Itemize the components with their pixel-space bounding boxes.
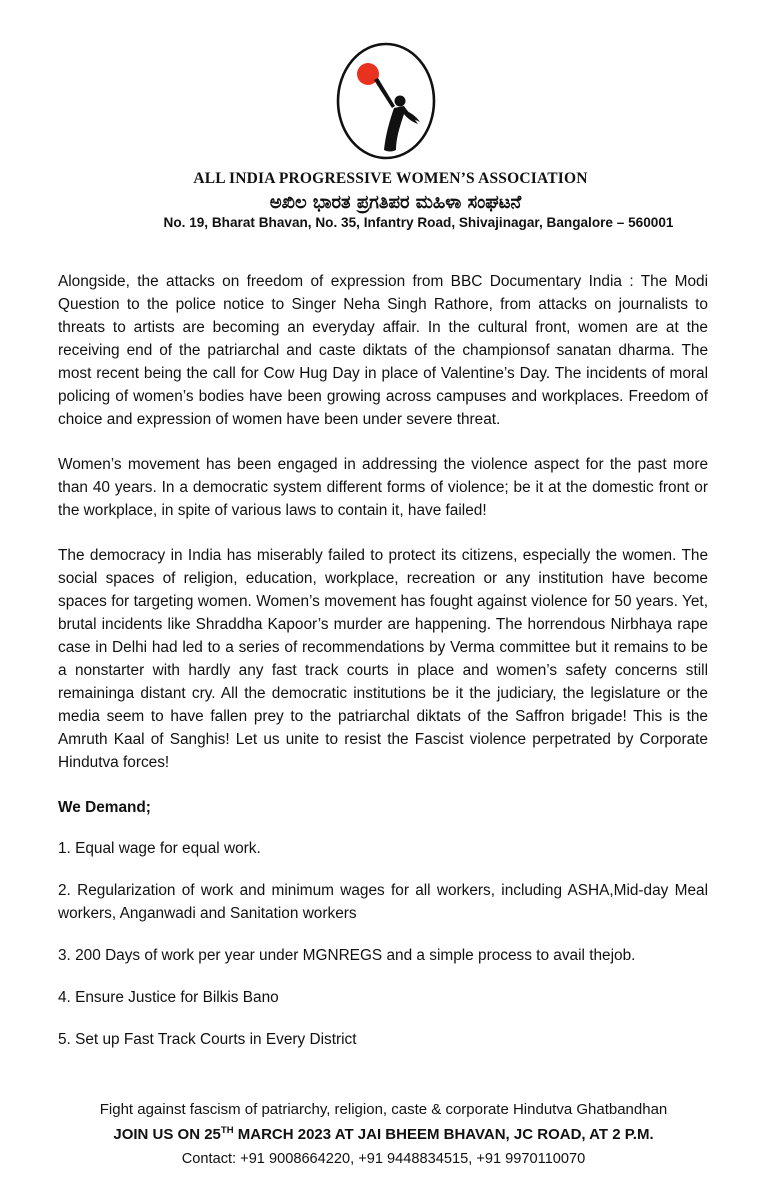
event-details: MARCH 2023 AT JAI BHEEM BHAVAN, JC ROAD, AT 2 P.M. [233,1126,654,1143]
event-announcement [0,1122,767,1147]
footer [0,1097,767,1172]
demand-item: 2. Regularization of work and minimum wages for all workers, including ASHA,Mid-day Meal workers, Anganwadi and Sanitation workers [58,882,708,922]
statement-body [58,270,708,1070]
paragraph-3: The democracy in India has miserably failed to protect its citizens, especially the women. The social spaces of religion, education, workplace, recreation or any institution have become spaces for targeting women. Women’s movement has fought against violence for 50 years. Yet, brutal incidents like Shraddha Kapoor’s murder are happening. The horrendous Nirbhaya rape case in Delhi had led to a series of recommendations by Verma committee but it remains to be a nonstarter with hardly any fast track courts in place and women’s safety concerns still remaininga distant cry. All the democratic institutions be it the judiciary, the legislature or the media seem to have fallen prey to the patriarchal diktats of the Saffron brigade! This is the Amruth Kaal of Sanghis! Let us unite to resist the Fascist violence perpetrated by Corporate Hindutva forces! [58,547,708,771]
letterhead [0,170,767,230]
demand-item: 4. Ensure Justice for Bilkis Bano [58,989,279,1006]
demand-item: 5. Set up Fast Track Courts in Every District [58,1031,357,1048]
paragraph-1: Alongside, the attacks on freedom of expression from BBC Documentary India : The Modi Question to the police notice to Singer Neha Singh Rathore, from attacks on journalists to threats to artists are becoming an everyday affair. In the cultural front, women are at the receiving end of the patriarchal and caste diktats of the championsof sanatan dharma. The most recent being the call for Cow Hug Day in place of Valentine’s Day. The incidents of moral policing of women’s bodies have been growing across campuses and workplaces. Freedom of choice and expression of women have been under severe threat. [58,273,708,428]
aipwa-logo [334,40,438,162]
org-name-english: ALL INDIA PROGRESSIVE WOMEN’S ASSOCIATION [193,170,588,187]
org-name-kannada: ಅಖಿಲ ಭಾರತ ಪ್ರಗತಿಪರ ಮಹಿಳಾ ಸಂಘಟನೆ [269,192,522,213]
demand-item: 3. 200 Days of work per year under MGNREGS and a simple process to avail thejob. [58,947,636,964]
demand-item: 1. Equal wage for equal work. [58,840,261,857]
slogan: Fight against fascism of patriarchy, religion, caste & corporate Hindutva Ghatbandhan [99,1101,668,1118]
paragraph-2: Women’s movement has been engaged in addressing the violence aspect for the past more than 40 years. In a democratic system different forms of violence; be it at the domestic front or the workplace, in spite of various laws to contain it, have failed! [58,456,708,519]
contact-numbers: Contact: +91 9008664220, +91 9448834515, +91 9970110070 [181,1151,586,1167]
woman-with-sun-icon [334,40,438,162]
demands-heading: We Demand; [58,799,151,816]
org-address: No. 19, Bharat Bhavan, No. 35, Infantry Road, Shivajinagar, Bangalore – 560001 [163,215,674,230]
event-date-prefix: JOIN US ON 25 [113,1126,221,1143]
event-date-ordinal: TH [220,1125,234,1136]
